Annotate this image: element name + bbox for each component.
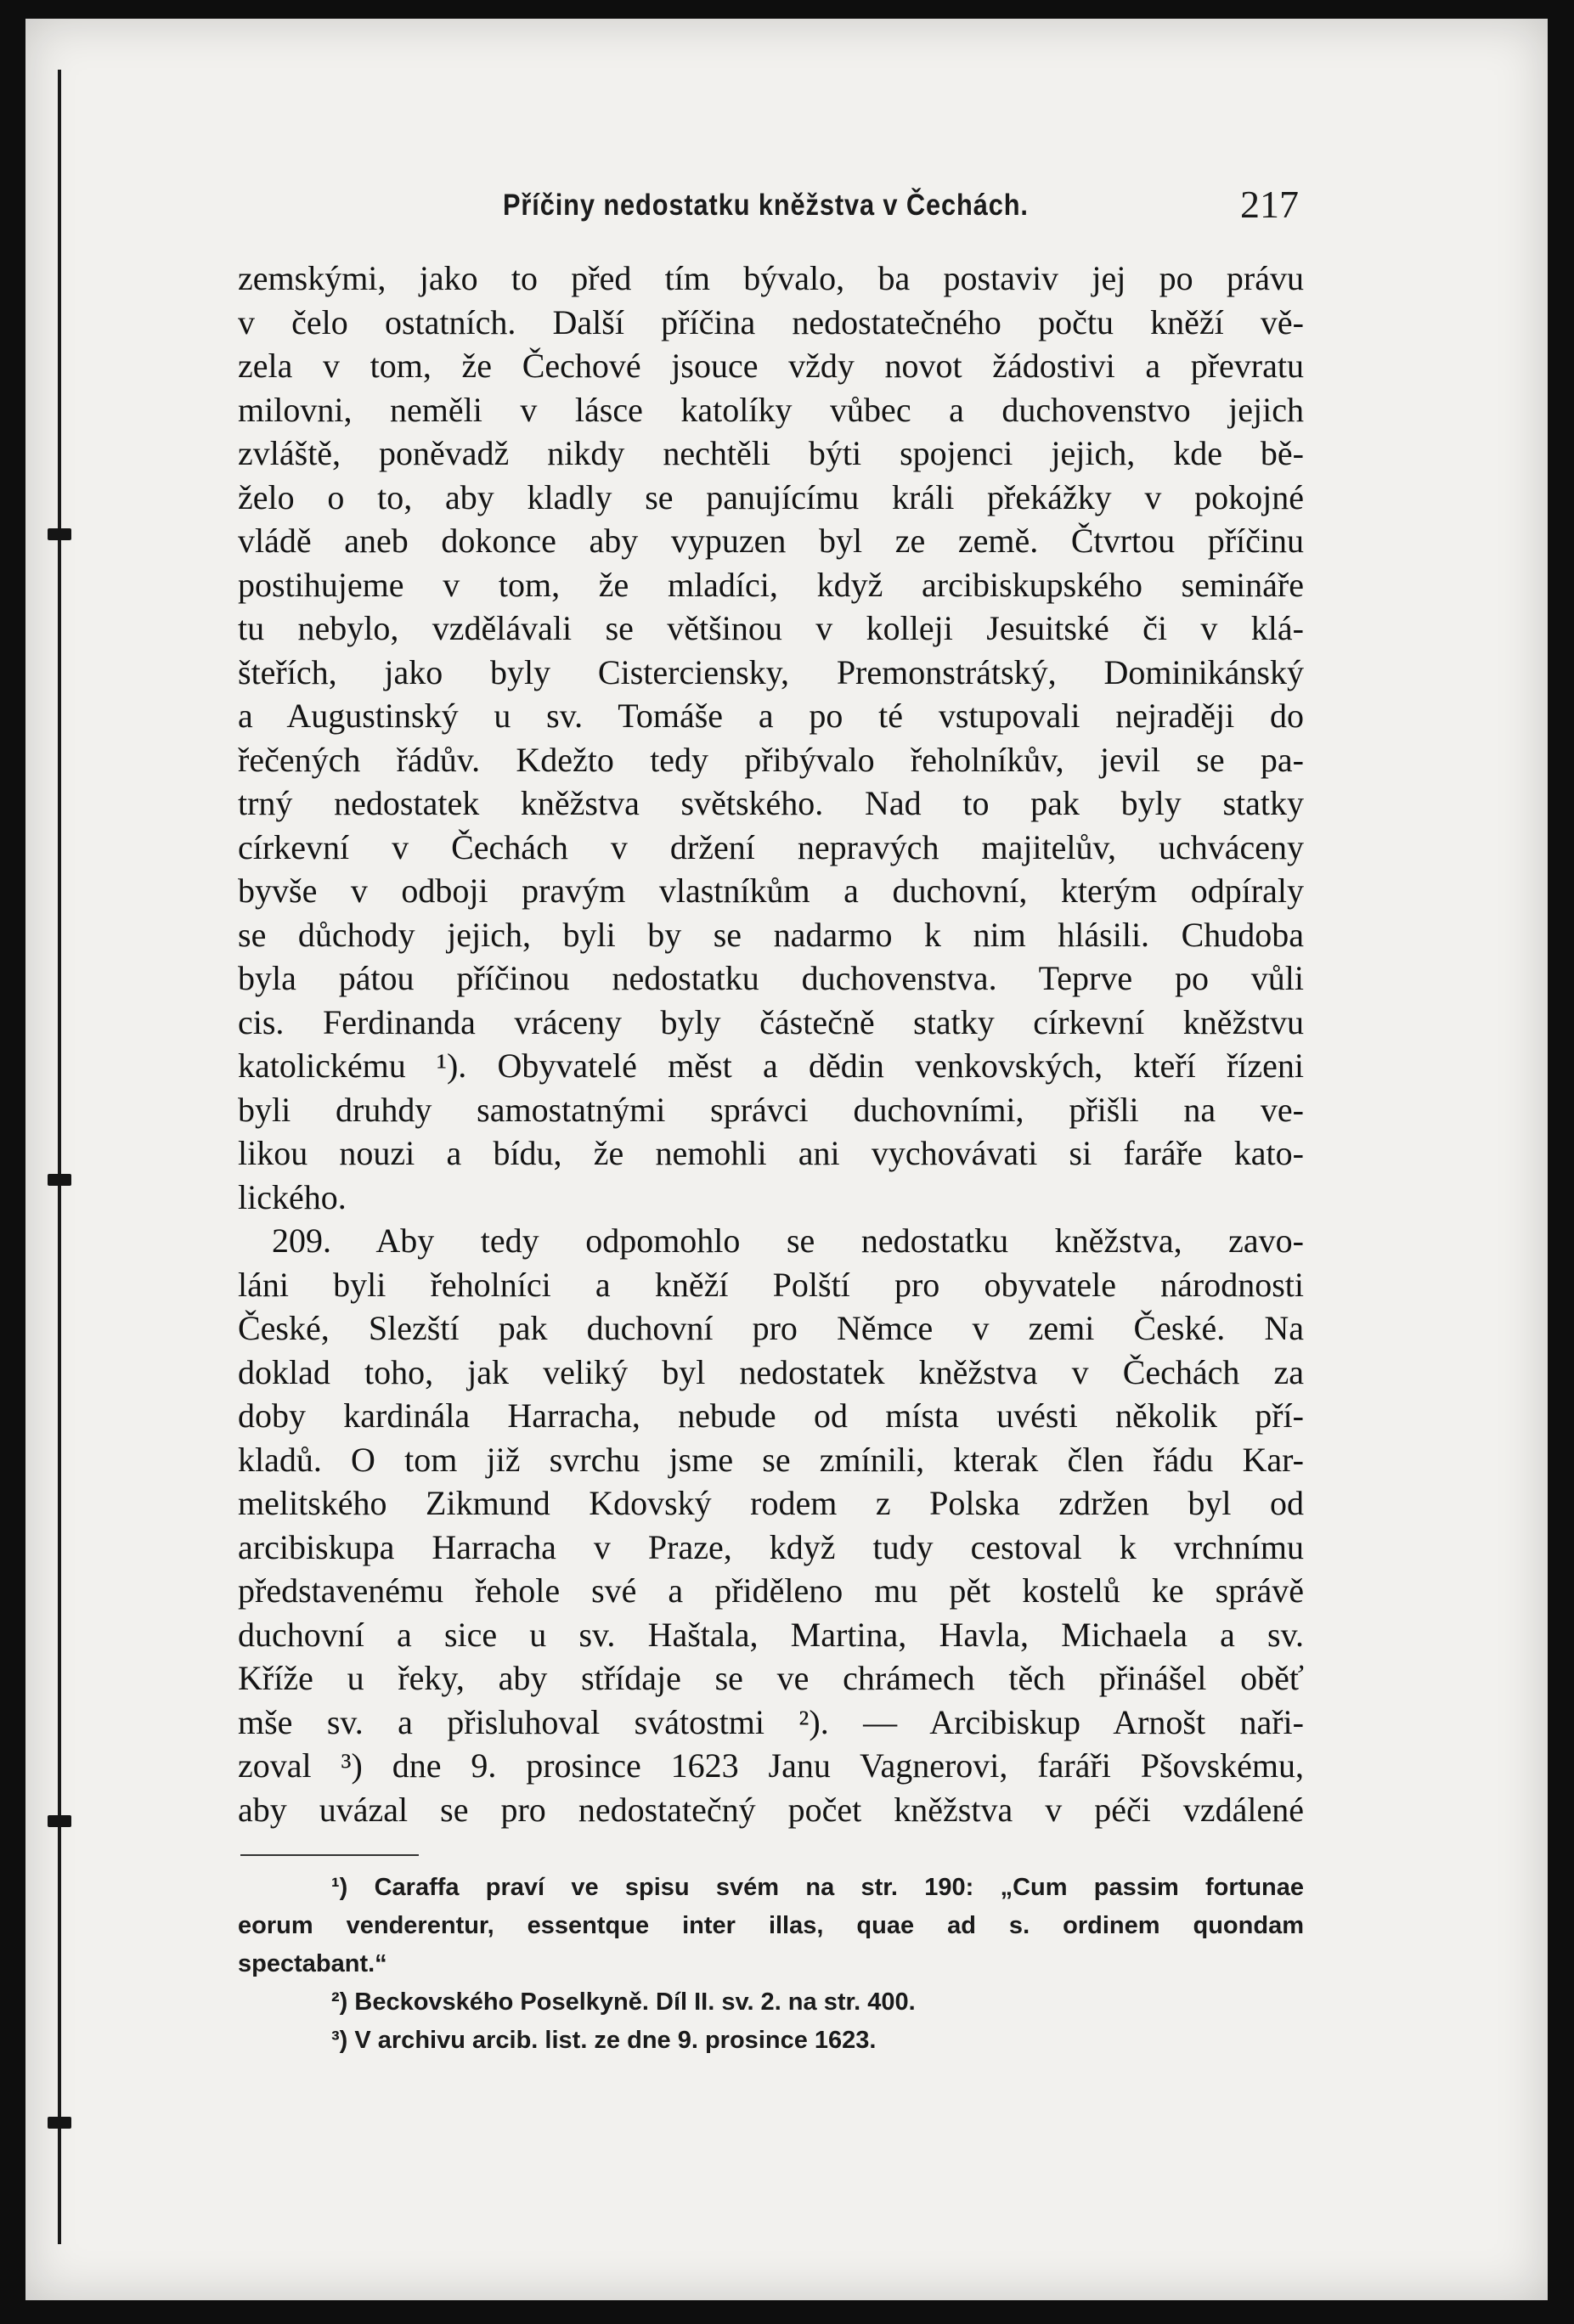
text-line: byla pátou příčinou nedostatku duchovenstva. Teprve po vůli (238, 959, 1304, 997)
text-line: katolickému ¹). Obyvatelé měst a dědin venkovských, kteří řízeni (238, 1046, 1304, 1085)
text-line: České, Slezští pak duchovní pro Němce v zemi České. Na (238, 1309, 1304, 1347)
footnote-line: ¹) Caraffa praví ve spisu svém na str. 190: „Cum passim fortunae (331, 1874, 1304, 1901)
text-line: zela v tom, že Čechové jsouce vždy novot žádostivi a převratu (238, 347, 1304, 385)
text-line: byli druhdy samostatnými správci duchovními, přišli na ve- (238, 1090, 1304, 1129)
text-line: zemskými, jako to před tím bývalo, ba postaviv jej po právu (238, 259, 1304, 297)
text-line: tu nebylo, vzdělávali se většinou v kolleji Jesuitské či v klá- (238, 609, 1304, 647)
footnotes (238, 1869, 1304, 2060)
text-line: se důchody jejich, byli by se nadarmo k nim hlásili. Chudoba (238, 915, 1304, 954)
page-number: 217 (1240, 183, 1299, 226)
text-line: mše sv. a přisluhoval svátostmi ²). — Arcibiskup Arnošt naři- (238, 1702, 1304, 1741)
paragraph-start-line: 209. Aby tedy odpomohlo se nedostatku kněžstva, zavo- (272, 1221, 1304, 1260)
text-line: a Augustinský u sv. Tomáše a po té vstupovali nejraději do (238, 697, 1304, 735)
binding-mark (48, 1815, 71, 1827)
text-line: Kříže u řeky, aby střídaje se ve chrámech těch přinášel oběť (238, 1659, 1304, 1697)
text-line: želo o to, aby kladly se panujícímu králi překážky v pokojné (238, 477, 1304, 516)
text-line: představenému řehole své a přiděleno mu pět kostelů ke správě (238, 1571, 1304, 1610)
text-line: šteřích, jako byly Cisterciensky, Premonstrátský, Dominikánský (238, 652, 1304, 691)
footnote-line: eorum venderentur, essentque inter illas, quae ad s. ordinem quondam (238, 1912, 1304, 1939)
footnote-line: ²) Beckovského Poselkyně. Díl II. sv. 2. na str. 400. (331, 1988, 916, 2016)
footnote-line: ³) V archivu arcib. list. ze dne 9. prosince 1623. (331, 2027, 877, 2054)
text-line: zvláště, poněvadž nikdy nechtěli býti spojenci jejich, kde bě- (238, 434, 1304, 472)
page-header (0, 180, 1574, 231)
text-line: kladů. O tom již svrchu jsme se zmínili, kterak člen řádu Kar- (238, 1440, 1304, 1479)
text-line: lického. (238, 1177, 347, 1216)
text-line: cis. Ferdinanda vráceny byly částečně statky církevní kněžstvu (238, 1002, 1304, 1041)
text-line: trný nedostatek kněžstva světského. Nad to pak byly statky (238, 784, 1304, 822)
text-line: milovni, neměli v lásce katolíky vůbec a duchovenstvo jejich (238, 390, 1304, 429)
text-line: láni byli řeholníci a kněží Polští pro obyvatele národnosti (238, 1265, 1304, 1304)
text-line: v čelo ostatních. Další příčina nedostatečného počtu kněží vě- (238, 302, 1304, 341)
footnote-line: spectabant.“ (238, 1950, 387, 1977)
body-text (238, 257, 1304, 1831)
binding-mark (48, 2117, 71, 2129)
text-line: aby uvázal se pro nedostatečný počet kněžstva v péči vzdálené (238, 1790, 1304, 1829)
text-line: likou nouzi a bídu, že nemohli ani vychovávati si faráře kato- (238, 1134, 1304, 1172)
binding-mark (48, 528, 71, 540)
text-line: arcibiskupa Harracha v Praze, když tudy cestoval k vrchnímu (238, 1527, 1304, 1566)
text-line: vládě aneb dokonce aby vypuzen byl ze země. Čtvrtou příčinu (238, 522, 1304, 560)
running-title: Příčiny nedostatku kněžstva v Čechách. (503, 189, 1029, 222)
binding-edge (58, 70, 61, 2244)
text-line: byvše v odboji pravým vlastníkům a duchovní, kterým odpíraly (238, 872, 1304, 910)
text-line: duchovní a sice u sv. Haštala, Martina, Havla, Michaela a sv. (238, 1615, 1304, 1654)
text-line: řečených řádův. Kdežto tedy přibývalo řeholníkův, jevil se pa- (238, 740, 1304, 779)
text-line: zoval ³) dne 9. prosince 1623 Janu Vagnerovi, faráři Pšovskému, (238, 1746, 1304, 1785)
binding-mark (48, 1174, 71, 1186)
text-line: doklad toho, jak veliký byl nedostatek kněžstva v Čechách za (238, 1352, 1304, 1391)
text-line: církevní v Čechách v držení nepravých majitelův, uchváceny (238, 827, 1304, 866)
footnote-separator (240, 1854, 419, 1856)
text-line: postihujeme v tom, že mladíci, když arcibiskupského semináře (238, 565, 1304, 604)
text-line: doby kardinála Harracha, nebude od místa uvésti několik pří- (238, 1396, 1304, 1435)
text-line: melitského Zikmund Kdovský rodem z Polska zdržen byl od (238, 1484, 1304, 1522)
